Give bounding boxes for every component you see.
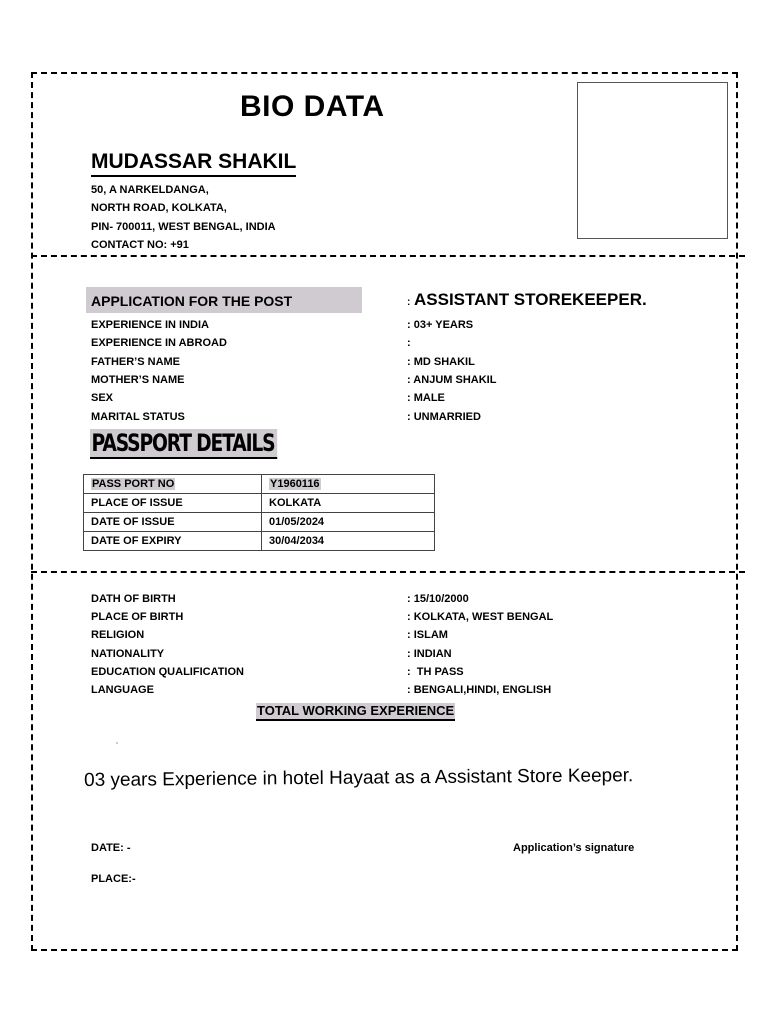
experience-heading: TOTAL WORKING EXPERIENCE bbox=[256, 703, 455, 721]
detail-label: DATH OF BIRTH bbox=[91, 593, 176, 605]
document-title: BIO DATA bbox=[240, 90, 385, 123]
candidate-name: MUDASSAR SHAKIL bbox=[91, 150, 296, 177]
detail-value: : 15/10/2000 bbox=[407, 593, 469, 605]
table-cell: DATE OF ISSUE bbox=[84, 513, 262, 532]
detail-value: : ISLAM bbox=[407, 629, 448, 641]
detail-value: : TH PASS bbox=[407, 666, 464, 678]
detail-label: EDUCATION QUALIFICATION bbox=[91, 666, 244, 678]
detail-label: FATHER’S NAME bbox=[91, 356, 181, 368]
table-cell: 01/05/2024 bbox=[262, 513, 435, 532]
signature-label: Application’s signature bbox=[513, 842, 635, 854]
detail-value: : KOLKATA, WEST BENGAL bbox=[407, 611, 554, 623]
detail-value: : ANJUM SHAKIL bbox=[407, 374, 497, 386]
table-row bbox=[84, 513, 435, 532]
detail-value: : MALE bbox=[407, 392, 445, 404]
detail-label: LANGUAGE bbox=[91, 684, 154, 696]
detail-value: : INDIAN bbox=[407, 648, 452, 660]
table-cell bbox=[262, 475, 435, 494]
detail-value: : UNMARRIED bbox=[407, 411, 481, 423]
passport-heading: PASSPORT DETAILS bbox=[90, 429, 278, 459]
date-label: DATE: - bbox=[91, 842, 131, 854]
detail-label: EXPERIENCE IN INDIA bbox=[91, 319, 209, 331]
detail-label: MARITAL STATUS bbox=[91, 411, 185, 423]
table-cell: PLACE OF ISSUE bbox=[84, 494, 262, 513]
detail-value: : MD SHAKIL bbox=[407, 356, 475, 368]
contact-line: CONTACT NO: +91 bbox=[91, 239, 189, 251]
section-divider bbox=[31, 571, 745, 573]
place-label: PLACE:- bbox=[91, 873, 136, 885]
section-divider bbox=[31, 255, 745, 257]
detail-label: SEX bbox=[91, 392, 114, 404]
passport-no-label: PASS PORT NO bbox=[92, 478, 175, 490]
passport-table bbox=[83, 474, 435, 551]
detail-label: NATIONALITY bbox=[91, 648, 165, 660]
address-line: 50, A NARKELDANGA, bbox=[91, 184, 209, 196]
detail-label: EXPERIENCE IN ABROAD bbox=[91, 337, 227, 349]
table-cell: 30/04/2034 bbox=[262, 532, 435, 551]
detail-value: : 03+ YEARS bbox=[407, 319, 474, 331]
table-cell: KOLKATA bbox=[262, 494, 435, 513]
photo-placeholder bbox=[577, 82, 728, 239]
detail-label: MOTHER’S NAME bbox=[91, 374, 185, 386]
table-row bbox=[84, 494, 435, 513]
experience-text: 03 years Experience in hotel Hayaat as a Assistant Store Keeper. bbox=[84, 765, 634, 791]
detail-value: : bbox=[407, 337, 411, 349]
address-line: PIN- 700011, WEST BENGAL, INDIA bbox=[91, 221, 276, 233]
table-row bbox=[84, 532, 435, 551]
detail-label: RELIGION bbox=[91, 629, 145, 641]
table-row bbox=[84, 475, 435, 494]
scan-speck bbox=[116, 742, 118, 744]
table-cell: DATE OF EXPIRY bbox=[84, 532, 262, 551]
passport-no-value: Y1960116 bbox=[270, 478, 320, 490]
detail-value: : BENGALI,HINDI, ENGLISH bbox=[407, 684, 552, 696]
address-line: NORTH ROAD, KOLKATA, bbox=[91, 202, 227, 214]
table-cell bbox=[84, 475, 262, 494]
application-post-value: ASSISTANT STOREKEEPER. bbox=[414, 290, 647, 309]
detail-label: PLACE OF BIRTH bbox=[91, 611, 184, 623]
application-label: APPLICATION FOR THE POST bbox=[91, 293, 293, 309]
application-colon: : bbox=[407, 297, 411, 308]
